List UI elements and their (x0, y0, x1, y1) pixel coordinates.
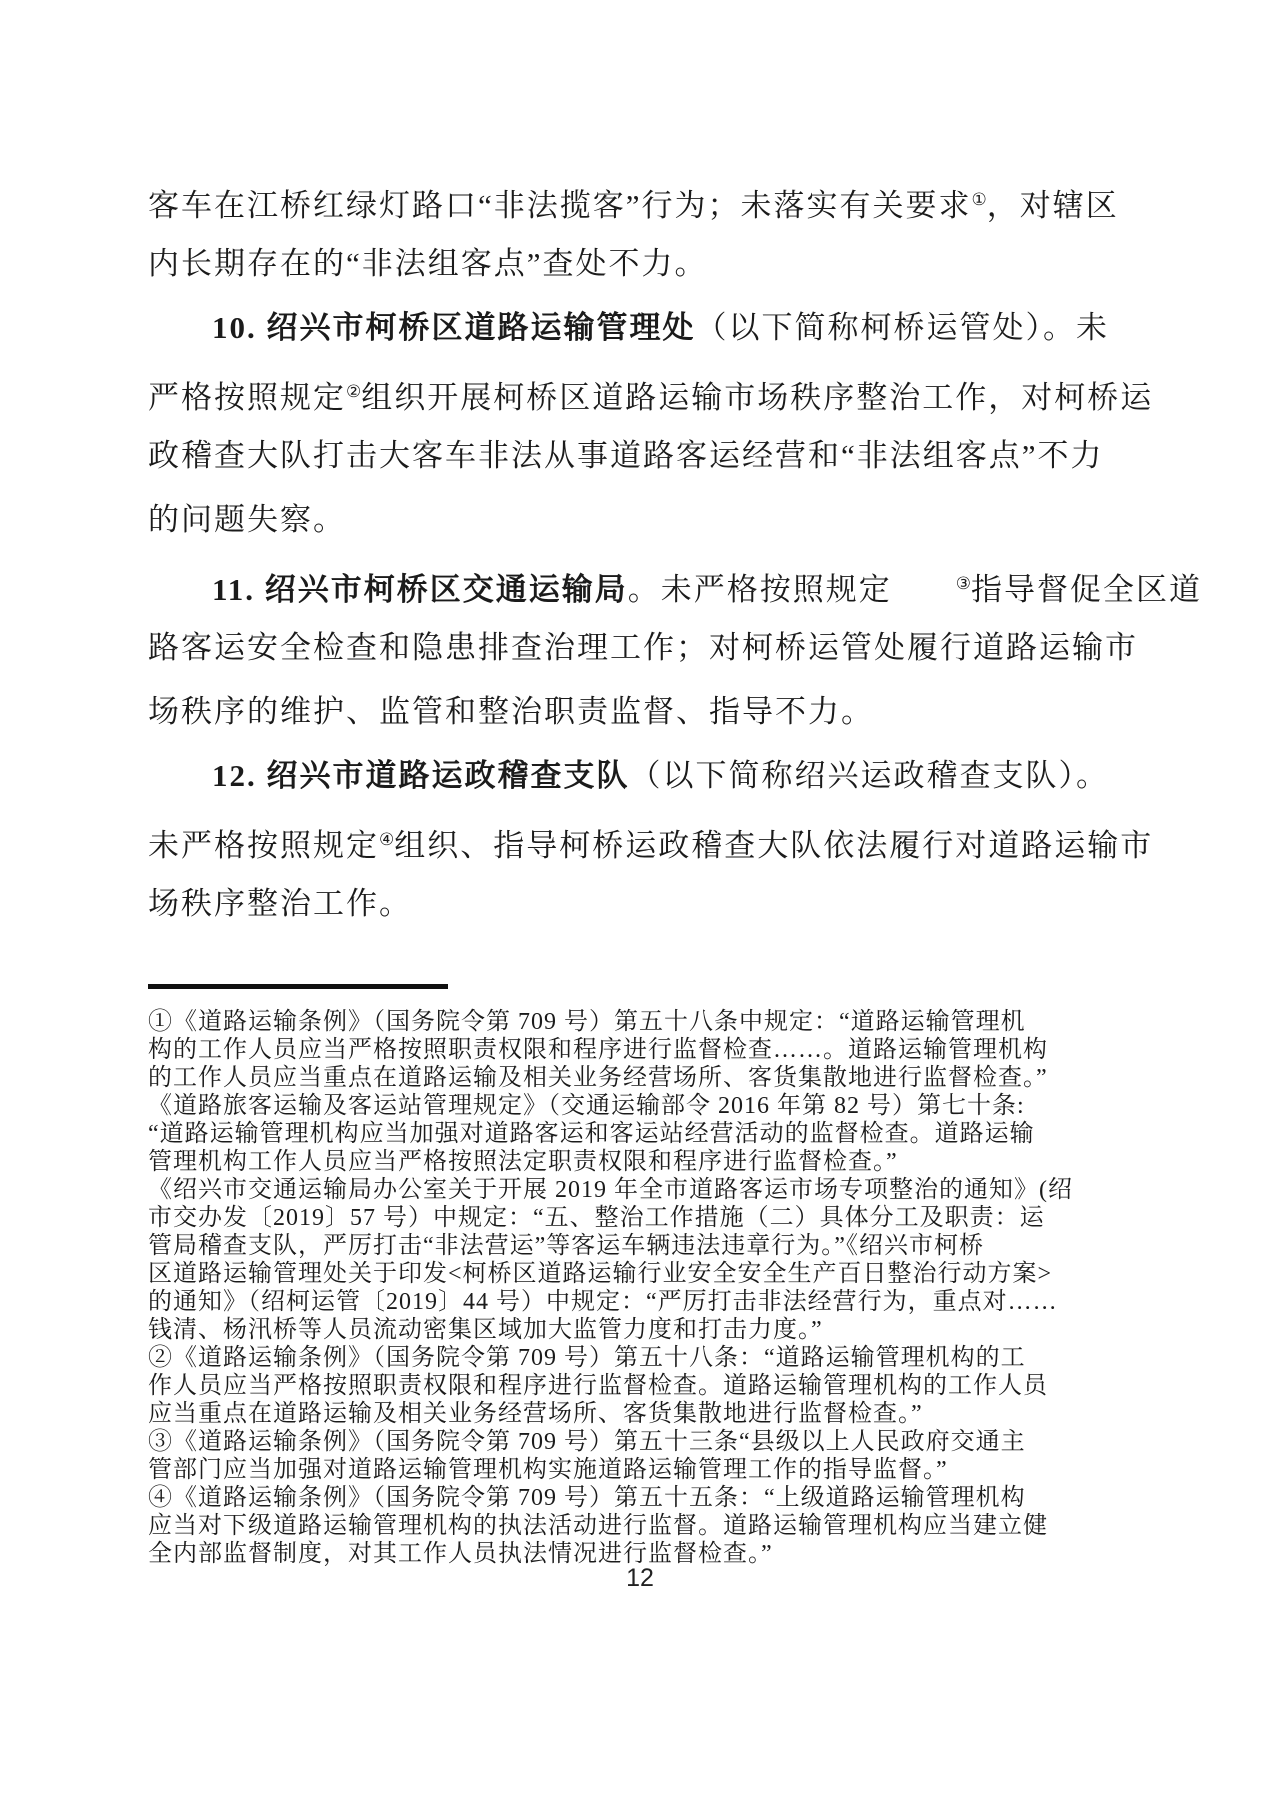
body-line (148, 754, 1120, 818)
body-line-text: 场秩序的维护、监管和整治职责监督、指导不力。 (148, 694, 874, 729)
footnote-line: 构的工作人员应当严格按照职责权限和程序进行监督检查……。道路运输管理机构 (148, 1037, 1048, 1063)
body-line-text: 严格按照规定 (148, 380, 346, 415)
footnote-ref-mark: ④ (379, 830, 395, 849)
body-line-text: （以下简称柯桥运管处）。未 (695, 310, 1109, 345)
body-text (148, 178, 1203, 946)
footnote-line: 应当对下级道路运输管理机构的执法活动进行监督。道路运输管理机构应当建立健 (148, 1513, 1048, 1539)
footnote-line: 《绍兴市交通运输局办公室关于开展 2019 年全市道路客运市场专项整治的通知》(绍 (148, 1177, 1073, 1203)
body-line (148, 434, 1120, 498)
footnote-line: ②《道路运输条例》（国务院令第 709 号）第五十八条：“道路运输管理机构的工 (148, 1345, 1026, 1371)
paragraph-heading: 10. 绍兴市柯桥区道路运输管理处 (212, 310, 696, 345)
body-line (148, 242, 1120, 306)
footnote-line: 应当重点在道路运输及相关业务经营场所、客货集散地进行监督检查。” (148, 1401, 923, 1427)
body-line (148, 178, 1120, 242)
footnote-line: 的通知》（绍柯运管〔2019〕44 号）中规定：“严厉打击非法经营行为，重点对…… (148, 1289, 1058, 1315)
footnote-line: 全内部监督制度，对其工作人员执法情况进行监督检查。” (148, 1541, 773, 1567)
page-number: 12 (626, 1564, 654, 1592)
body-line-text: 政稽查大队打击大客车非法从事道路客运经营和“非法组客点”不力 (148, 438, 1104, 473)
footnote-line: 钱清、杨汛桥等人员流动密集区域加大监管力度和打击力度。” (148, 1317, 823, 1343)
footnote-line: ④《道路运输条例》（国务院令第 709 号）第五十五条：“上级道路运输管理机构 (148, 1485, 1026, 1511)
body-line-text: 客车在江桥红绿灯路口“非法揽客”行为；未落实有关要求 (148, 188, 972, 223)
body-line (148, 498, 1120, 562)
footnote-line: 区道路运输管理处关于印发<柯桥区道路运输行业安全安全生产百日整治行动方案> (148, 1261, 1053, 1287)
footnote-line: 市交办发〔2019〕57 号）中规定：“五、整治工作措施（二）具体分工及职责：运 (148, 1205, 1045, 1231)
footnote-ref-mark: ③ (955, 574, 972, 593)
body-line-text: 指导督促全区道 (971, 572, 1203, 607)
body-line-text: 未严格按照规定 (148, 828, 379, 863)
footnote-line: 管理机构工作人员应当严格按照法定职责权限和程序进行监督检查。” (148, 1149, 898, 1175)
body-line-text: （以下简称绍兴运政稽查支队）。 (629, 758, 1109, 793)
footnote-line: 的工作人员应当重点在道路运输及相关业务经营场所、客货集散地进行监督检查。” (148, 1065, 1048, 1091)
body-line (148, 690, 1120, 754)
footnote-line: 作人员应当严格按照职责权限和程序进行监督检查。道路运输管理机构的工作人员 (148, 1373, 1048, 1399)
body-line-text: 组织开展柯桥区道路运输市场秩序整治工作，对柯桥运 (361, 380, 1154, 415)
paragraph-heading: 11. 绍兴市柯桥区交通运输局 (212, 572, 628, 607)
body-line-text: 组织、指导柯桥运政稽查大队依法履行对道路运输市 (394, 828, 1154, 863)
body-line-text: 内长期存在的“非法组客点”查处不力。 (148, 246, 708, 281)
body-line (148, 882, 1120, 946)
body-line-text: 。未严格按照规定 (627, 572, 892, 607)
body-line (148, 818, 1154, 882)
footnote-line: 管部门应当加强对道路运输管理机构实施道路运输管理工作的指导监督。” (148, 1457, 948, 1483)
footnote-line: 《道路旅客运输及客运站管理规定》（交通运输部令 2016 年第 82 号）第七十条: (148, 1093, 1025, 1119)
paragraph-heading: 12. 绍兴市道路运政稽查支队 (212, 758, 630, 793)
body-line-text: 的问题失察。 (148, 502, 346, 537)
body-line-text: 路客运安全检查和隐患排查治理工作；对柯桥运管处履行道路运输市 (148, 630, 1138, 665)
body-line (148, 370, 1154, 434)
footnote-line: “道路运输管理机构应当加强对道路客运和客运站经营活动的监督检查。道路运输 (148, 1121, 1035, 1147)
footnotes (148, 1008, 1128, 1568)
footnote-line: ①《道路运输条例》（国务院令第 709 号）第五十八条中规定：“道路运输管理机 (148, 1009, 1026, 1035)
footnote-line: ③《道路运输条例》（国务院令第 709 号）第五十三条“县级以上人民政府交通主 (148, 1429, 1026, 1455)
footnote-ref-mark: ① (971, 190, 987, 209)
footnote-line: 管局稽查支队，严厉打击“非法营运”等客运车辆违法违章行为。”《绍兴市柯桥 (148, 1233, 984, 1259)
footnote-separator (148, 984, 448, 989)
body-line (148, 626, 1138, 690)
footnote-ref-mark: ② (346, 382, 362, 401)
body-line (148, 562, 1203, 626)
body-line (148, 306, 1120, 370)
body-line-text: 场秩序整治工作。 (148, 886, 412, 921)
body-line-text: ，对辖区 (986, 188, 1119, 223)
